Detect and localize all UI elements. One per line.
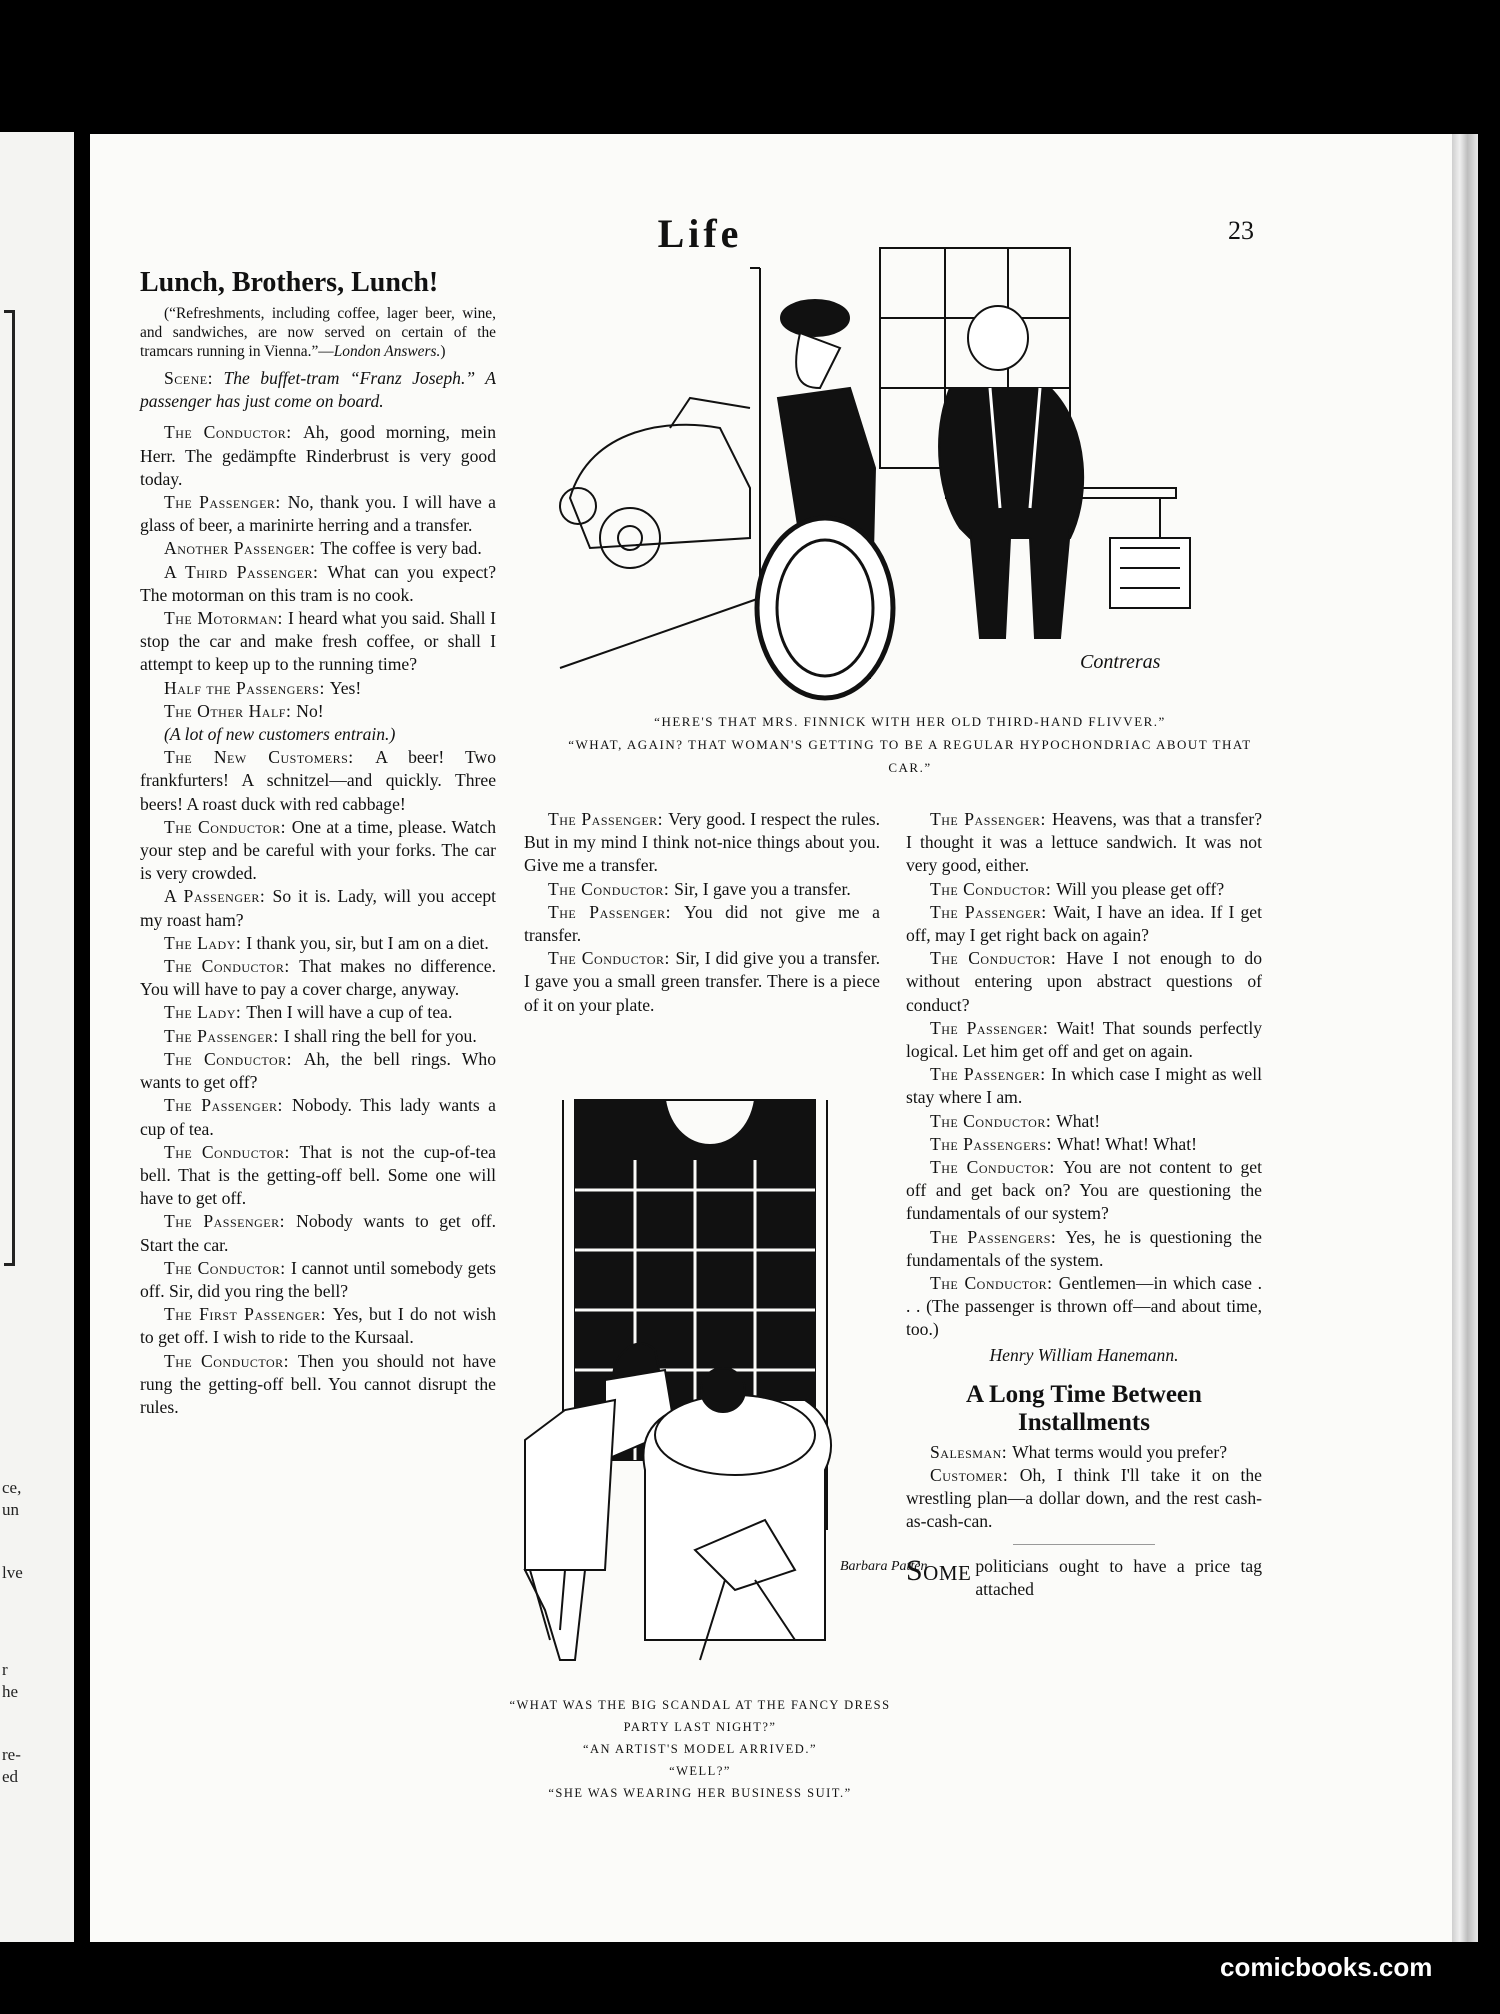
dialogue-line xyxy=(140,746,496,816)
dialogue-text: What can you expect? The motorman on this tram is no cook. xyxy=(140,561,496,605)
dialogue-line xyxy=(906,1464,1262,1534)
dialogue-list xyxy=(524,808,880,1017)
speaker-label: The Conductor: xyxy=(164,1257,291,1278)
article-column-2 xyxy=(524,808,880,1017)
facing-fragment: r xyxy=(2,1660,8,1679)
cartoon2-caption-line: “WELL?” xyxy=(669,1764,731,1778)
dialogue-text: Have I not enough to do without entering upon abstract questions of conduct? xyxy=(906,948,1262,1015)
dialogue-text: Yes, but I do not wish to get off. I wish to ride to the Kursaal. xyxy=(140,1304,496,1348)
speaker-label: The Motorman: xyxy=(164,608,288,629)
dialogue-text: Nobody. This lady wants a cup of tea. xyxy=(140,1095,496,1139)
speaker-label: The Passenger: xyxy=(930,1017,1057,1038)
speaker-label: The New Customers: xyxy=(164,747,376,768)
speaker-label: Salesman: xyxy=(930,1441,1013,1462)
speaker-label: The First Passenger: xyxy=(164,1304,333,1325)
dialogue-line xyxy=(906,1272,1262,1342)
dialogue-text: Sir, I gave you a transfer. xyxy=(674,878,851,899)
dialogue-text: Yes! xyxy=(329,677,362,698)
dialogue-text: That makes no difference. You will have to pay a cover charge, anyway. xyxy=(140,956,496,1000)
speaker-label: The Conductor: xyxy=(164,1048,304,1069)
dialogue-line xyxy=(140,561,496,607)
cartoon2-caption-line: “SHE WAS WEARING HER BUSINESS SUIT.” xyxy=(548,1786,852,1800)
dialogue-text: Heavens, was that a transfer? I thought it was a lettuce sandwich. It was not very good, either. xyxy=(906,809,1262,876)
dialogue-line xyxy=(140,1094,496,1140)
speaker-label: The Passenger: xyxy=(548,809,669,829)
dialogue-text: So it is. Lady, will you accept my roast ham? xyxy=(140,886,496,930)
speaker-label: The Conductor: xyxy=(164,816,292,837)
dialogue-text: I thank you, sir, but I am on a diet. xyxy=(246,932,489,953)
speaker-label: The Passenger: xyxy=(164,492,288,513)
speaker-label: Half the Passengers: xyxy=(164,677,330,698)
dialogue-text: A beer! Two frankfurters! A schnitzel—and quickly. Three beers! A roast duck with red cabbage! xyxy=(140,747,496,814)
speaker-label: The Conductor: xyxy=(164,1141,300,1162)
speaker-label: The Conductor: xyxy=(164,956,300,977)
masthead: Life xyxy=(657,211,743,256)
dialogue-line xyxy=(906,878,1262,901)
dialogue-line xyxy=(906,1133,1262,1156)
dialogue-text: Will you please get off? xyxy=(1056,878,1225,899)
speaker-label: Customer: xyxy=(930,1465,1020,1486)
dialogue-line xyxy=(906,1017,1262,1063)
dialogue-text: Yes, he is questioning the fundamentals of the system. xyxy=(906,1226,1262,1270)
dialogue-text: One at a time, please. Watch your step and be careful with your forks. The car is very crowded. xyxy=(140,816,496,884)
speaker-label: The Passenger: xyxy=(164,1095,292,1116)
dialogue-line xyxy=(906,1226,1262,1272)
page-stack-edge xyxy=(1452,134,1478,1942)
speaker-label: The Lady: xyxy=(164,1002,247,1023)
dialogue-text: Very good. I respect the rules. But in my mind I think not-nice things about you. Give me a transfer. xyxy=(524,809,880,876)
speaker-label: The Passenger: xyxy=(930,809,1052,829)
article-column-3 xyxy=(906,808,1262,1601)
article2-dialogue xyxy=(906,1441,1262,1534)
speaker-label: The Conductor: xyxy=(930,1110,1057,1131)
dialogue-line xyxy=(140,1141,496,1211)
dialogue-text: The coffee is very bad. xyxy=(320,538,482,559)
scene: Scene: The buffet-tram “Franz Joseph.” A passenger has just come on board. xyxy=(140,368,496,412)
epigraph: (“Refreshments, including coffee, lager beer, wine, and sandwiches, are now served on certain of the tramcars running in Vienna.”—London Answers.) xyxy=(140,305,496,360)
dialogue-line xyxy=(140,421,496,491)
page-number: 23 xyxy=(1228,216,1254,245)
facing-fragment: ce, xyxy=(2,1478,22,1497)
facing-page-edge xyxy=(0,132,74,1942)
speaker-label: The Conductor: xyxy=(164,1350,298,1371)
dialogue-text: What terms would you prefer? xyxy=(1012,1441,1228,1462)
cartoon1-caption xyxy=(560,710,1260,779)
dialogue-text: Ah, the bell rings. Who wants to get off? xyxy=(140,1048,496,1093)
section-divider xyxy=(1013,1544,1155,1545)
cartoon2-caption-line: “AN ARTIST'S MODEL ARRIVED.” xyxy=(582,1742,817,1756)
facing-fragment: un xyxy=(2,1500,19,1519)
facing-page-border xyxy=(4,310,15,1266)
facing-fragment: re- xyxy=(2,1745,21,1764)
dialogue-line xyxy=(140,932,496,955)
dialogue-text: No! xyxy=(296,700,324,721)
speaker-label: The Conductor: xyxy=(164,422,304,443)
speaker-label: The Passenger: xyxy=(930,901,1054,922)
author-byline: Henry William Hanemann. xyxy=(989,1344,1179,1365)
dialogue-line xyxy=(906,1441,1262,1464)
dialogue-text: Gentlemen—in which case . . . (The passenger is thrown off—and about time, too.) xyxy=(906,1273,1262,1340)
dialogue-text: Nobody wants to get off. Start the car. xyxy=(140,1211,496,1255)
dialogue-text: In which case I might as well stay where I am. xyxy=(906,1064,1262,1108)
dialogue-text: I heard what you said. Shall I stop the car and make fresh coffee, or shall I attempt to keep up to the running time? xyxy=(140,608,496,675)
dialogue-text: Sir, I did give you a transfer. I gave you a small green transfer. There is a piece of it on your plate. xyxy=(524,948,880,1015)
dialogue-line xyxy=(140,955,496,1001)
dialogue-line xyxy=(140,607,496,677)
speaker-label: The Passenger: xyxy=(930,1064,1052,1085)
cartoon1-signature: Contreras xyxy=(1080,651,1161,673)
dialogue-line xyxy=(140,816,496,886)
dialogue-text: I cannot until somebody gets off. Sir, did you ring the bell? xyxy=(140,1257,496,1301)
cartoon1-caption-line: “WHAT, AGAIN? THAT WOMAN'S GETTING TO BE A REGULAR HYPOCHONDRIAC ABOUT THAT CAR.” xyxy=(568,737,1252,775)
dialogue-line xyxy=(524,947,880,1017)
speaker-label: The Conductor: xyxy=(548,878,675,899)
speaker-label: A Third Passenger: xyxy=(164,561,328,582)
dialogue-line xyxy=(140,1257,496,1303)
dialogue-line xyxy=(140,491,496,537)
speaker-label: The Conductor: xyxy=(930,948,1067,969)
dialogue-line xyxy=(140,1001,496,1024)
dialogue-list xyxy=(140,421,496,1419)
speaker-label: The Conductor: xyxy=(930,878,1057,899)
dialogue-line xyxy=(140,700,496,723)
article-title: Lunch, Brothers, Lunch! xyxy=(140,267,439,298)
speaker-label: The Passengers: xyxy=(930,1226,1066,1247)
dialogue-text: That is not the cup-of-tea bell. That is the getting-off bell. Some one will have to get off. xyxy=(140,1141,496,1209)
facing-fragment: lve xyxy=(2,1563,23,1582)
closing-quip: Some politicians ought to have a price tag attached xyxy=(906,1553,1262,1599)
dialogue-text: Wait, I have an idea. If I get off, may I get right back on again? xyxy=(906,901,1262,946)
dialogue-text: (A lot of new customers entrain.) xyxy=(164,724,396,745)
speaker-label: The Conductor: xyxy=(548,948,676,969)
dialogue-text: Ah, good morning, mein Herr. The gedämpfte Rinderbrust is very good today. xyxy=(140,422,496,489)
dialogue-line xyxy=(140,1025,496,1048)
dialogue-line xyxy=(140,723,496,746)
cartoon2-signature: Barbara Patten xyxy=(840,1559,928,1574)
flivver-cartoon xyxy=(550,238,1260,678)
dialogue-text: Then you should not have rung the getting-off bell. You cannot disrupt the rules. xyxy=(140,1350,496,1417)
dialogue-line xyxy=(524,901,880,947)
speaker-label: The Conductor: xyxy=(930,1273,1059,1294)
dialogue-line xyxy=(140,1350,496,1420)
dialogue-line xyxy=(906,808,1262,878)
dialogue-line xyxy=(140,677,496,700)
speaker-label: The Other Half: xyxy=(164,700,297,721)
dialogue-line xyxy=(906,1156,1262,1226)
cartoon2-caption xyxy=(505,1694,895,1804)
dialogue-line xyxy=(140,1048,496,1094)
article2-title: A Long Time Between Installments xyxy=(966,1380,1202,1436)
speaker-label: A Passenger: xyxy=(164,886,273,907)
dialogue-line xyxy=(140,1210,496,1256)
dialogue-text: What! What! What! xyxy=(1056,1133,1197,1154)
dialogue-line xyxy=(524,878,880,901)
speaker-label: The Lady: xyxy=(164,932,247,953)
dialogue-line xyxy=(906,1110,1262,1133)
article-column-1 xyxy=(140,266,496,1419)
speaker-label: The Passenger: xyxy=(548,901,685,922)
dialogue-line xyxy=(906,1063,1262,1109)
dialogue-text: You are not content to get off and get back on? You are questioning the fundamentals of our system? xyxy=(906,1157,1262,1224)
cartoon1-caption-line: “HERE'S THAT MRS. FINNICK WITH HER OLD THIRD-HAND FLIVVER.” xyxy=(654,714,1166,729)
facing-fragment: he xyxy=(2,1682,19,1701)
dialogue-line xyxy=(906,947,1262,1017)
dialogue-line xyxy=(906,901,1262,947)
dialogue-text: Wait! That sounds perfectly logical. Let him get off and get on again. xyxy=(906,1017,1262,1062)
speaker-label: The Passengers: xyxy=(930,1133,1057,1154)
dialogue-line xyxy=(140,537,496,560)
dialogue-text: You did not give me a transfer. xyxy=(524,901,880,946)
facing-fragment: ed xyxy=(2,1767,19,1786)
speaker-label: The Passenger: xyxy=(164,1025,284,1046)
dialogue-text: No, thank you. I will have a glass of beer, a marinirte herring and a transfer. xyxy=(140,492,496,536)
speaker-label: The Conductor: xyxy=(930,1157,1064,1178)
cartoon2-caption-line: “WHAT WAS THE BIG SCANDAL AT THE FANCY DRESS PARTY LAST NIGHT?” xyxy=(509,1698,891,1734)
speaker-label: Another Passenger: xyxy=(164,538,321,559)
fancy-dress-cartoon xyxy=(505,1100,928,1690)
dialogue-list xyxy=(906,808,1262,1342)
speaker-label: The Passenger: xyxy=(164,1211,297,1232)
dialogue-line xyxy=(140,1303,496,1349)
dialogue-line xyxy=(524,808,880,878)
dialogue-text: Oh, I think I'll take it on the wrestling plan—a dollar down, and the rest cash-as-cash-can. xyxy=(906,1465,1262,1532)
dialogue-line xyxy=(140,885,496,931)
dialogue-text: What! xyxy=(1056,1110,1101,1131)
dialogue-text: Then I will have a cup of tea. xyxy=(246,1002,453,1023)
dialogue-text: I shall ring the bell for you. xyxy=(283,1025,477,1046)
watermark: comicbooks.com xyxy=(1220,1952,1433,1982)
